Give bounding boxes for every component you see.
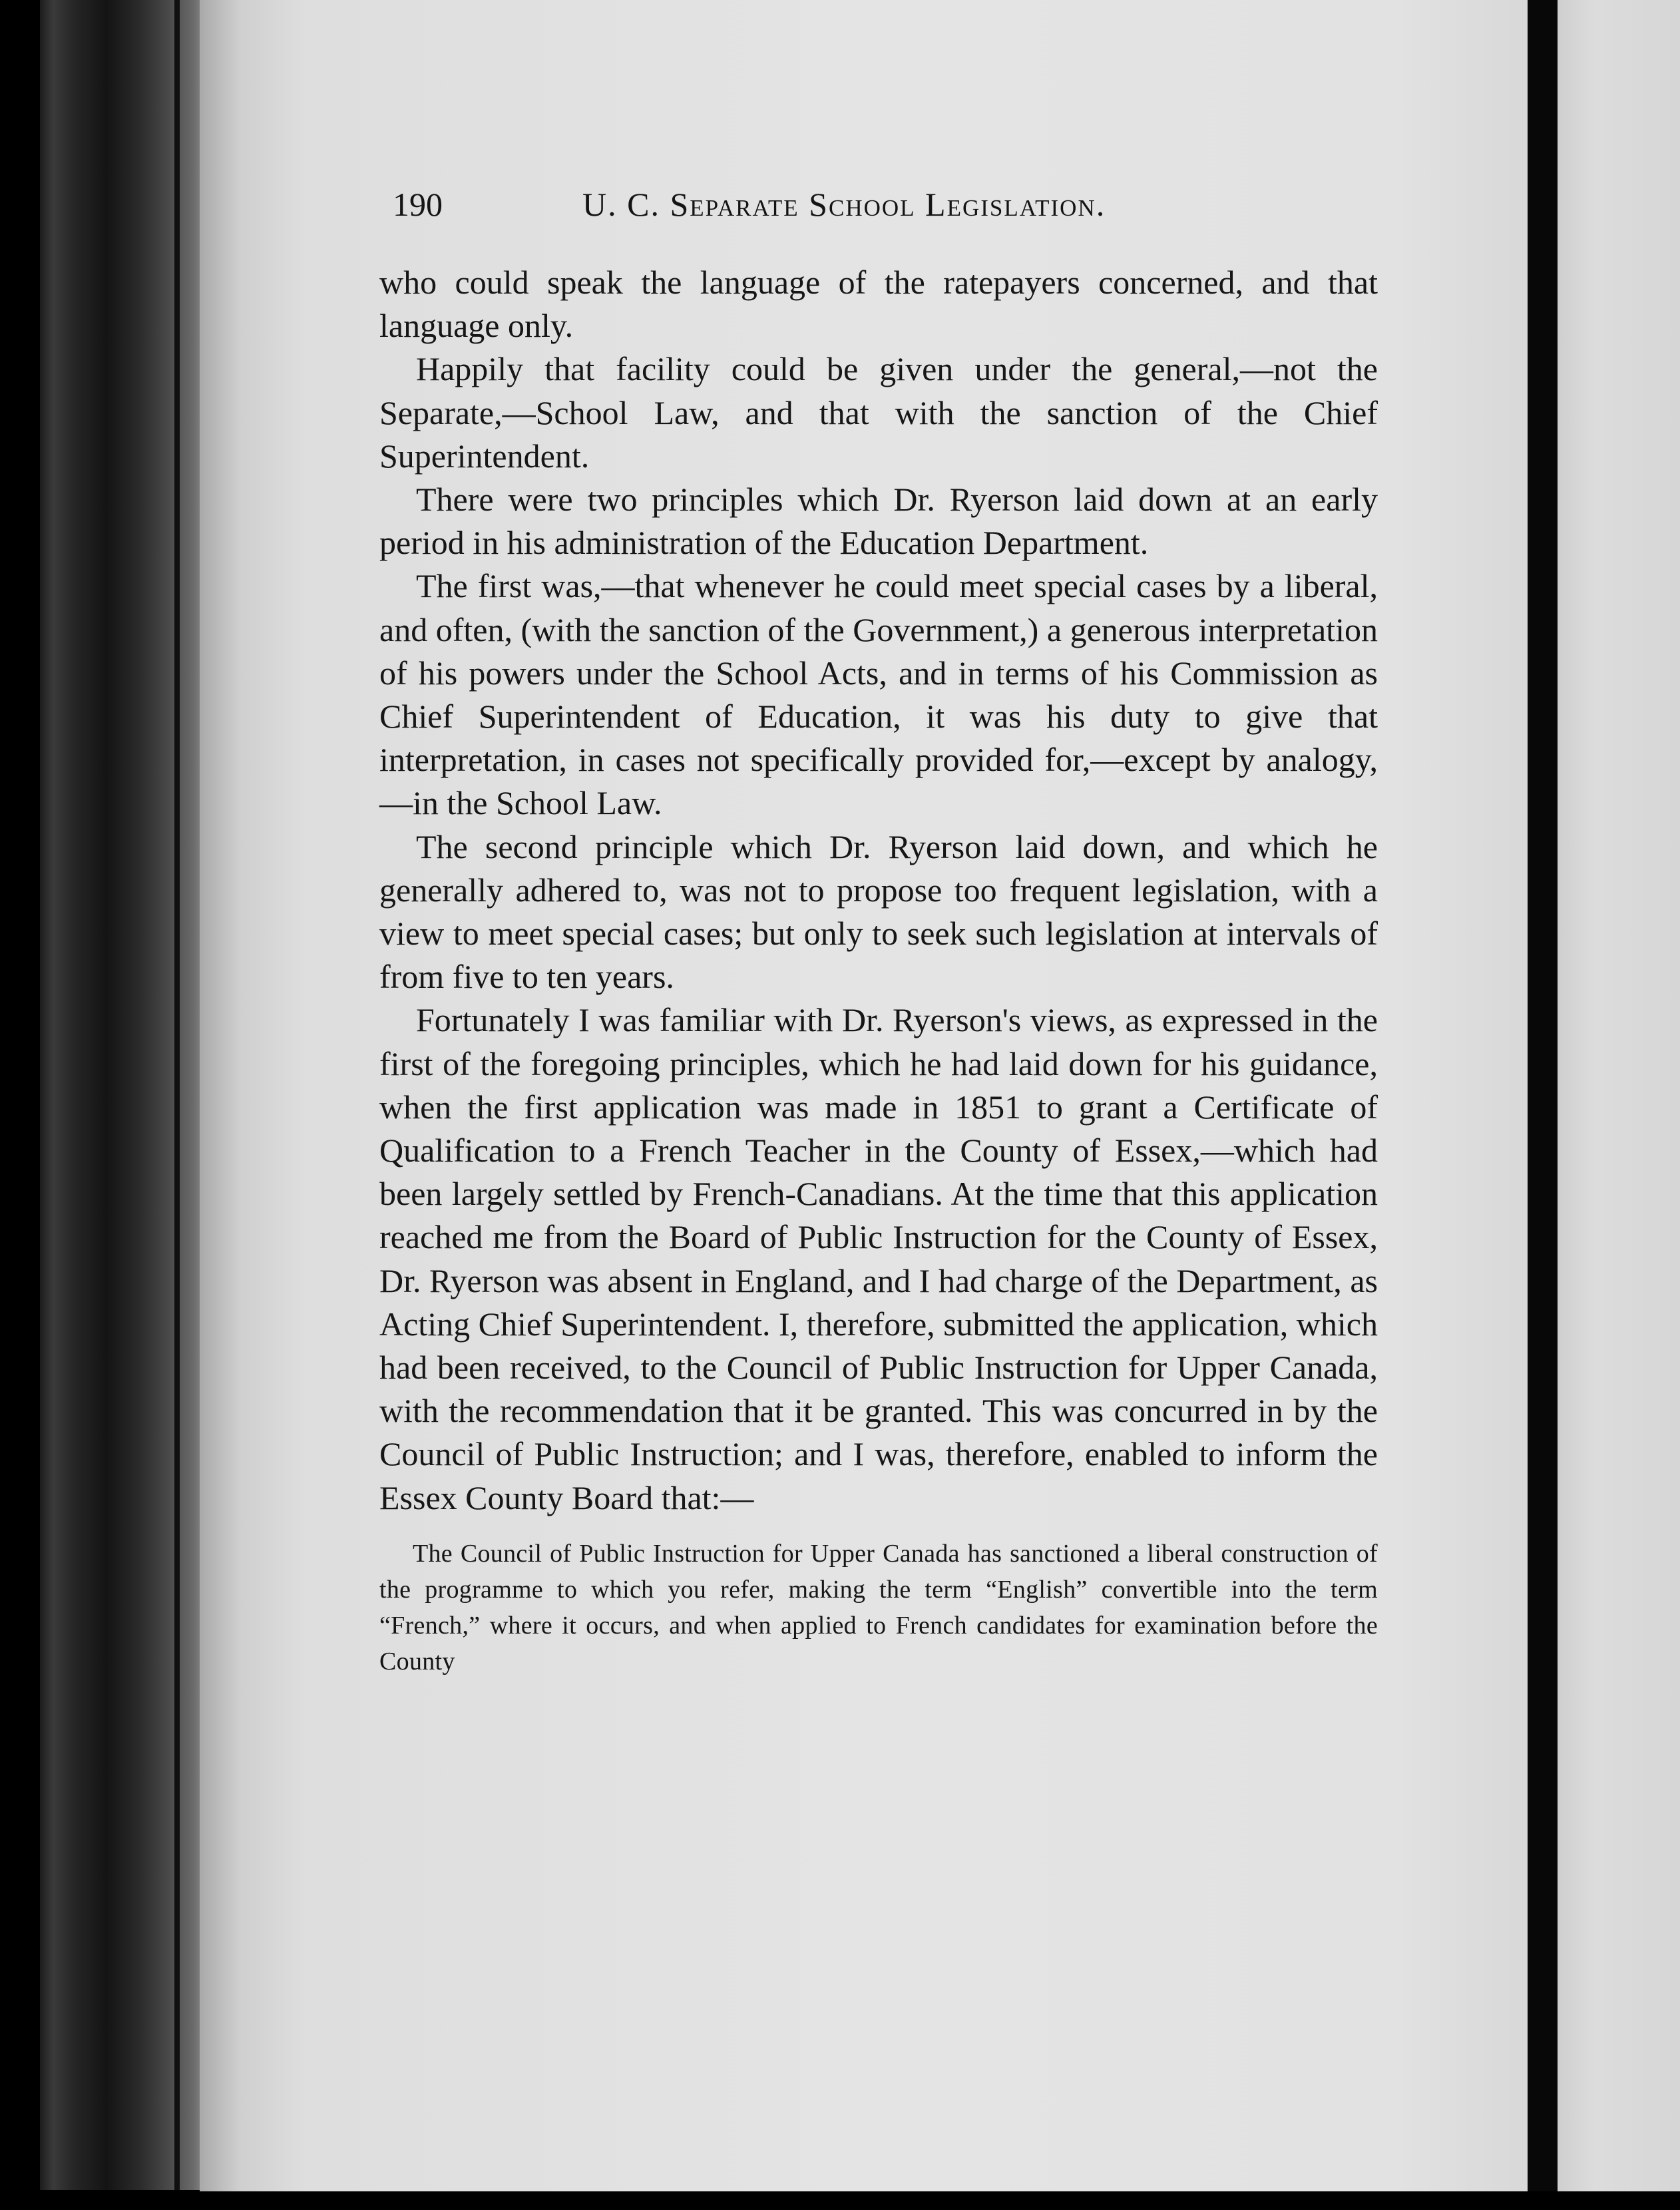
spine-edge bbox=[174, 0, 180, 2190]
facing-page-edge bbox=[1558, 0, 1680, 2191]
body-text bbox=[379, 261, 1378, 1679]
paragraph: The first was,—that whenever he could meet special cases by a liberal, and often, (with the sanction of the Government,) a generous interpretation of his powers under the School Acts, and in terms of his Commission as Chief Superintendent of Education, it was his duty to give that interpretation, in cases not specifically provided for,—except by analogy,—in the School Law. bbox=[379, 567, 1378, 822]
paragraph: There were two principles which Dr. Ryerson laid down at an early period in his administration of the Education Department. bbox=[379, 481, 1378, 562]
paragraph-continuation: who could speak the language of the ratepayers concerned, and that language only. bbox=[379, 264, 1378, 345]
page-gutter bbox=[1528, 0, 1558, 2191]
paragraph: Happily that facility could be given under the general,—not the Separate,—School Law, and that with the sanction of the Chief Superintendent. bbox=[379, 350, 1378, 475]
book-spine bbox=[40, 0, 206, 2190]
page-number: 190 bbox=[393, 186, 443, 223]
paragraph: Fortunately I was familiar with Dr. Ryerson's views, as expressed in the first of the foregoing principles, which he had laid down for his guidance, when the first application was made in 1851 to grant a Certificate of Qualification to a French Teacher in the County of Essex,—which had been largely settled by French-Canadians. At the time that this application reached me from the Board of Public Instruction for the County of Essex, Dr. Ryerson was absent in England, and I had charge of the Department, as Acting Chief Superintendent. I, therefore, submitted the application, which had been received, to the Council of Public Instruction for Upper Canada, with the recommendation that it be granted. This was concurred in by the Council of Public Instruction; and I was, therefore, enabled to inform the Essex County Board that:— bbox=[379, 1001, 1378, 1516]
running-head bbox=[393, 185, 1205, 232]
block-quotation: The Council of Public Instruction for Upper Canada has sanctioned a liberal construction of the programme to which you refer, making the term “English” convertible into the term “French,” where it occurs, and when applied to French candidates for examination before the County bbox=[379, 1539, 1378, 1675]
running-title: U. C. Separate School Legislation. bbox=[582, 186, 1106, 223]
paragraph: The second principle which Dr. Ryerson laid down, and which he generally adhered to, was not to propose too frequent legislation, with a view to meet special cases; but only to seek such legislation at intervals of from five to ten years. bbox=[379, 827, 1378, 996]
